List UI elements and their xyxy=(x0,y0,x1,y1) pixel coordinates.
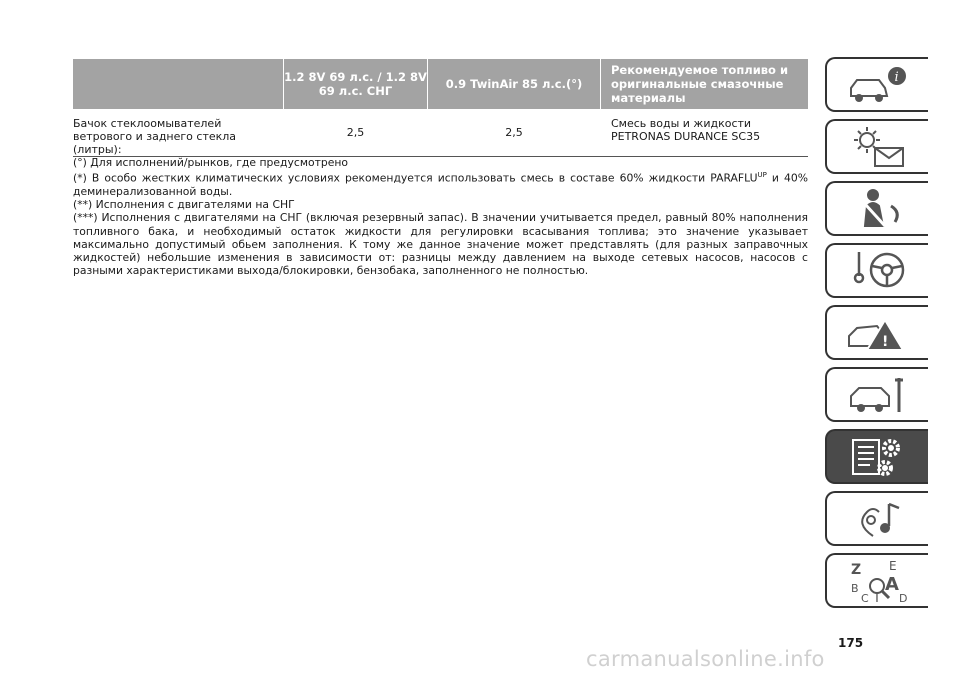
footnote-2: (*) В особо жестких климатических условиях рекомендуется использовать смесь в составе 60% жидкости $PARAFLU^{UP}$ и 40% деминерализованной воды. xyxy=(73,171,808,198)
tab-starting-driving[interactable] xyxy=(825,243,928,298)
tab-technical-data[interactable] xyxy=(825,429,928,484)
tab-safety[interactable] xyxy=(825,181,928,236)
svg-text:!: ! xyxy=(881,333,888,350)
svg-text:C: C xyxy=(860,591,869,604)
tab-car-info[interactable] xyxy=(825,57,928,112)
tab-warning-lights[interactable] xyxy=(825,119,928,174)
tab-maintenance[interactable] xyxy=(825,367,928,422)
svg-text:T: T xyxy=(872,590,881,604)
svg-text:E: E xyxy=(888,558,897,573)
row-value-engine-1: 2,5 xyxy=(346,126,365,139)
multimedia-icon xyxy=(845,496,911,542)
svg-text:B: B xyxy=(850,581,859,595)
warning-lights-icon xyxy=(845,124,911,170)
footnote-3: (**) Исполнения с двигателями на СНГ xyxy=(73,198,295,212)
safety-seatbelt-icon xyxy=(845,186,911,232)
row-value-engine-2: 2,5 xyxy=(505,126,523,139)
table-row xyxy=(73,109,808,157)
svg-text:Z: Z xyxy=(850,561,861,578)
header-engine-2: 0.9 TwinAir 85 л.с.(°) xyxy=(445,77,583,91)
page-number: 175 xyxy=(838,636,864,650)
tab-emergency[interactable] xyxy=(825,305,928,360)
tab-index[interactable] xyxy=(825,553,928,608)
tab-multimedia[interactable] xyxy=(825,491,928,546)
maintenance-icon xyxy=(845,372,911,418)
index-icon xyxy=(845,558,911,604)
footnote-4: (***) Исполнения с двигателями на СНГ (включая резервный запас). В значении учитывается предел, равный 80% наполнения топливного бака, и необходимый остаток жидкости для регулировки всасывания топлива; это значение указывает максимально допустимый обьем заполнения. К тому же данное значение может представлять (для разных заправочных жидкостей) небольшие изменения в зависимости от: разницы между давлением на выходе сетевых насосов, насосов с разными характеристиками выхода/блокировки, бензобака, заполненного не полностью. xyxy=(73,211,808,278)
chapter-tabs xyxy=(825,57,928,615)
fluids-table xyxy=(73,59,808,157)
header-fluid: Рекомендуемое топливо и оригинальные смазочные материалы xyxy=(611,63,788,105)
svg-text:i: i xyxy=(894,69,899,85)
header-blank xyxy=(73,59,283,109)
footnotes xyxy=(73,156,808,277)
steering-key-icon xyxy=(845,248,911,294)
svg-text:D: D xyxy=(898,591,907,604)
table-header xyxy=(73,59,808,109)
row-fluid: Смесь воды и жидкости PETRONAS DURANCE SC35 xyxy=(611,117,761,143)
footnote-1: (°) Для исполнений/рынков, где предусмотрено xyxy=(73,156,349,169)
row-label: Бачок стеклоомывателей ветрового и заднего стекла (литры): xyxy=(73,117,237,156)
watermark-footer: carmanualsonline.info xyxy=(586,647,825,671)
svg-text:A: A xyxy=(884,573,899,595)
emergency-icon xyxy=(845,310,911,356)
car-info-icon xyxy=(845,62,911,108)
header-engine-1: 1.2 8V 69 л.с. / 1.2 8V 69 л.с. СНГ xyxy=(284,70,427,98)
technical-data-icon xyxy=(845,434,911,480)
